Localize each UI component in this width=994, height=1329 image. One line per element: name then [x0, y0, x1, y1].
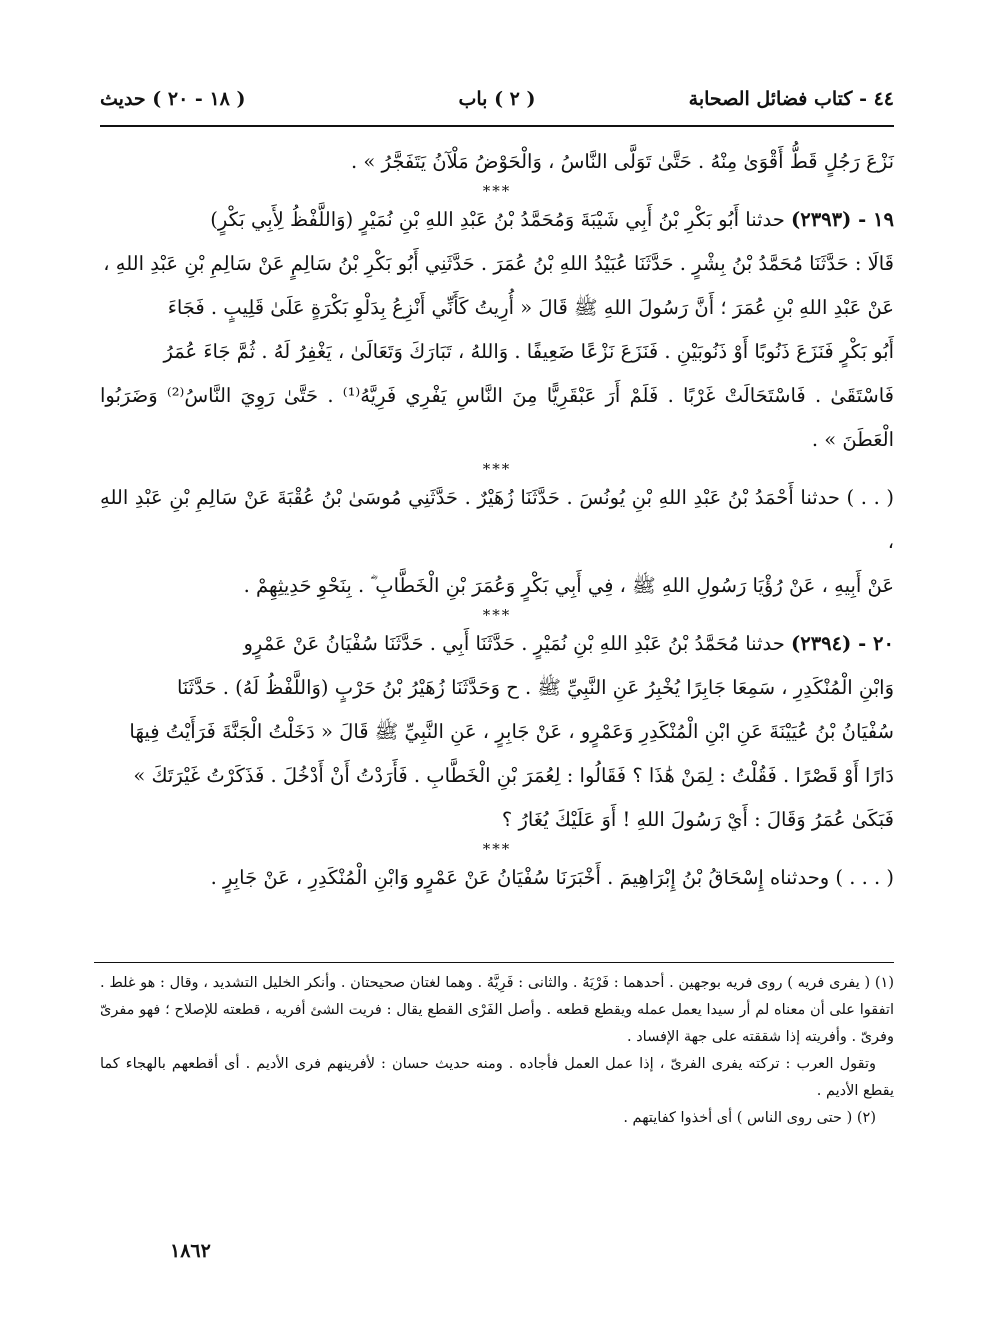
footnote-1: (١) ( يفرى فريه ) روى فريه بوجهين . أحدهما : فَرْيَهُ . والثانى : فَرِيَّهُ . وهما لغتان صحيحتان . وأنكر الخليل التشديد ، وقال : هو غلط . اتفقوا على أن معناه لم أر سيدا يعمل عمله ويقطع قطعه . وأصل الفَرْى القطع يقال : فريت الشئ أفريه ، قطعته للإصلاح ؛ فهو مفرىّ وفرىّ . وأفريته إذا شققته على جهة الإفساد . [100, 975, 894, 1045]
hadith-number: ١٩ - (٢٣٩٣) [791, 208, 894, 231]
book-title: ٤٤ - كتاب فضائل الصحابة [688, 88, 894, 110]
text-line: عَنْ أَبِيهِ ، عَنْ رُؤْيَا رَسُولِ اللهِ ﷺ ، فِي أَبِي بَكْرٍ وَعُمَرَ بْنِ الْخَطَّابِ ؓ . بِنَحْوِ حَدِيثِهِمْ . [243, 574, 894, 597]
hadith-19-opening [100, 198, 894, 242]
text-line: ( . . ) حدثنا أَحْمَدُ بْنُ عَبْدِ اللهِ بْنِ يُونُسَ . حَدَّثَنَا زُهَيْرٌ . حَدَّثَنِي مُوسَىٰ بْنُ عُقْبَةَ عَنْ سَالِمِ بْنِ عَبْدِ اللهِ ، [100, 486, 894, 553]
text-line: ( . . . ) وحدثناه إِسْحَاقُ بْنُ إِبْرَاهِيمَ . أَخْبَرَنَا سُفْيَانُ عَنْ عَمْرٍو وَابْنِ الْمُنْكَدِرِ ، عَنْ جَابِرٍ . [210, 866, 894, 889]
footnote-1-continued: وتقول العرب : تركته يفرى الفرىّ ، إذا عمل العمل فأجاده . ومنه حديث حسان : لأفرينهم فرى الأديم . أى أقطعهم بالهجاء كما يقطع الأديم . [100, 1056, 894, 1099]
text-line: دَارًا أَوْ قَصْرًا . فَقُلْتُ : لِمَنْ هَٰذَا ؟ فَقَالُوا : لِعُمَرَ بْنِ الْخَطَّابِ . فَأَرَدْتُ أَنْ أَدْخُلَ . فَذَكَرْتُ غَيْرَتَكَ » [133, 764, 894, 787]
text-line: قَالَا : حَدَّثَنَا مُحَمَّدُ بْنُ بِشْرٍ . حَدَّثَنَا عُبَيْدُ اللهِ بْنُ عُمَرَ . حَدَّثَنِي أَبُو بَكْرِ بْنُ سَالِمٍ عَنْ سَالِمِ بْنِ عَبْدِ اللهِ ، [103, 252, 894, 275]
text-line: عَنْ عَبْدِ اللهِ بْنِ عُمَرَ ؛ أَنَّ رَسُولَ اللهِ ﷺ قَالَ « أُرِيتُ كَأَنِّي أَنْزِعُ بِدَلْوِ بَكْرَةٍ عَلَىٰ قَلِيبٍ . فَجَاءَ [167, 296, 894, 319]
text-line: سُفْيَانُ بْنُ عُيَيْنَةَ عَنِ ابْنِ الْمُنْكَدِرِ وَعَمْرٍو ، عَنْ جَابِرٍ ، عَنِ النَّبِيِّ ﷺ قَالَ « دَخَلْتُ الْجَنَّةَ فَرَأَيْتُ فِيهَا [129, 720, 894, 743]
main-text [100, 140, 894, 900]
hadith-chain: حدثنا مُحَمَّدُ بْنُ عَبْدِ اللهِ بْنِ نُمَيْرٍ . حَدَّثَنَا أَبِي . حَدَّثَنَا سُفْيَانُ عَنْ عَمْرٍو [243, 632, 785, 655]
hadith-20-opening [100, 622, 894, 666]
footnote-rule [94, 962, 894, 963]
text-line: وَابْنِ الْمُنْكَدِرِ ، سَمِعَا جَابِرًا يُخْبِرُ عَنِ النَّبِيِّ ﷺ . ح وَحَدَّثَنَا زُهَيْرُ بْنُ حَرْبٍ (وَاللَّفْظُ لَهُ) . حَدَّثَنَا [176, 676, 894, 699]
text-line: أَبُو بَكْرٍ فَنَزَعَ ذَنُوبًا أَوْ ذَنُوبَيْنِ . فَنَزَعَ نَزْعًا ضَعِيفًا . وَاللهُ ، تَبَارَكَ وَتَعَالَىٰ ، يَغْفِرُ لَهُ . ثُمَّ جَاءَ عُمَرُ [163, 340, 894, 363]
hadith-range: ( ١٨ - ٢٠ ) حديث [100, 88, 246, 110]
text-line: فَاسْتَقَىٰ . فَاسْتَحَالَتْ غَرْبًا . فَلَمْ أَرَ عَبْقَرِيًّا مِنَ النَّاسِ يَفْرِي فَرِيَّهُ⁽¹⁾ . حَتَّىٰ رَوِيَ النَّاسُ⁽²⁾ وَضَرَبُوا الْعَطَنَ » . [100, 384, 895, 451]
chapter-label: ( ٢ ) باب [458, 88, 536, 110]
hadith-number: ٢٠ - (٢٣٩٤) [791, 632, 894, 655]
page-number: ١٨٦٢ [170, 1240, 211, 1262]
section-separator: *** [482, 460, 512, 478]
running-header [100, 88, 894, 124]
footnotes [100, 970, 894, 1132]
footnote-2: (٢) ( حتى روى الناس ) أى أخذوا كفايتهم . [623, 1110, 876, 1126]
section-separator: *** [482, 182, 512, 200]
section-separator: *** [482, 840, 512, 858]
text-line: فَبَكَىٰ عُمَرُ وَقَالَ : أَيْ رَسُولَ اللهِ ! أَوَ عَلَيْكَ يُغَارُ ؟ [501, 808, 894, 831]
text-line: نَزْعَ رَجُلٍ قَطُّ أَقْوَىٰ مِنْهُ . حَتَّىٰ تَوَلَّى النَّاسُ ، وَالْحَوْضُ مَلْآنُ يَتَفَجَّرُ » . [351, 150, 894, 173]
hadith-chain: حدثنا أَبُو بَكْرِ بْنُ أَبِي شَيْبَةَ وَمُحَمَّدُ بْنُ عَبْدِ اللهِ بْنِ نُمَيْرٍ (وَاللَّفْظُ لِأَبِي بَكْرٍ) [210, 208, 785, 231]
header-rule [100, 125, 894, 127]
section-separator: *** [482, 606, 512, 624]
